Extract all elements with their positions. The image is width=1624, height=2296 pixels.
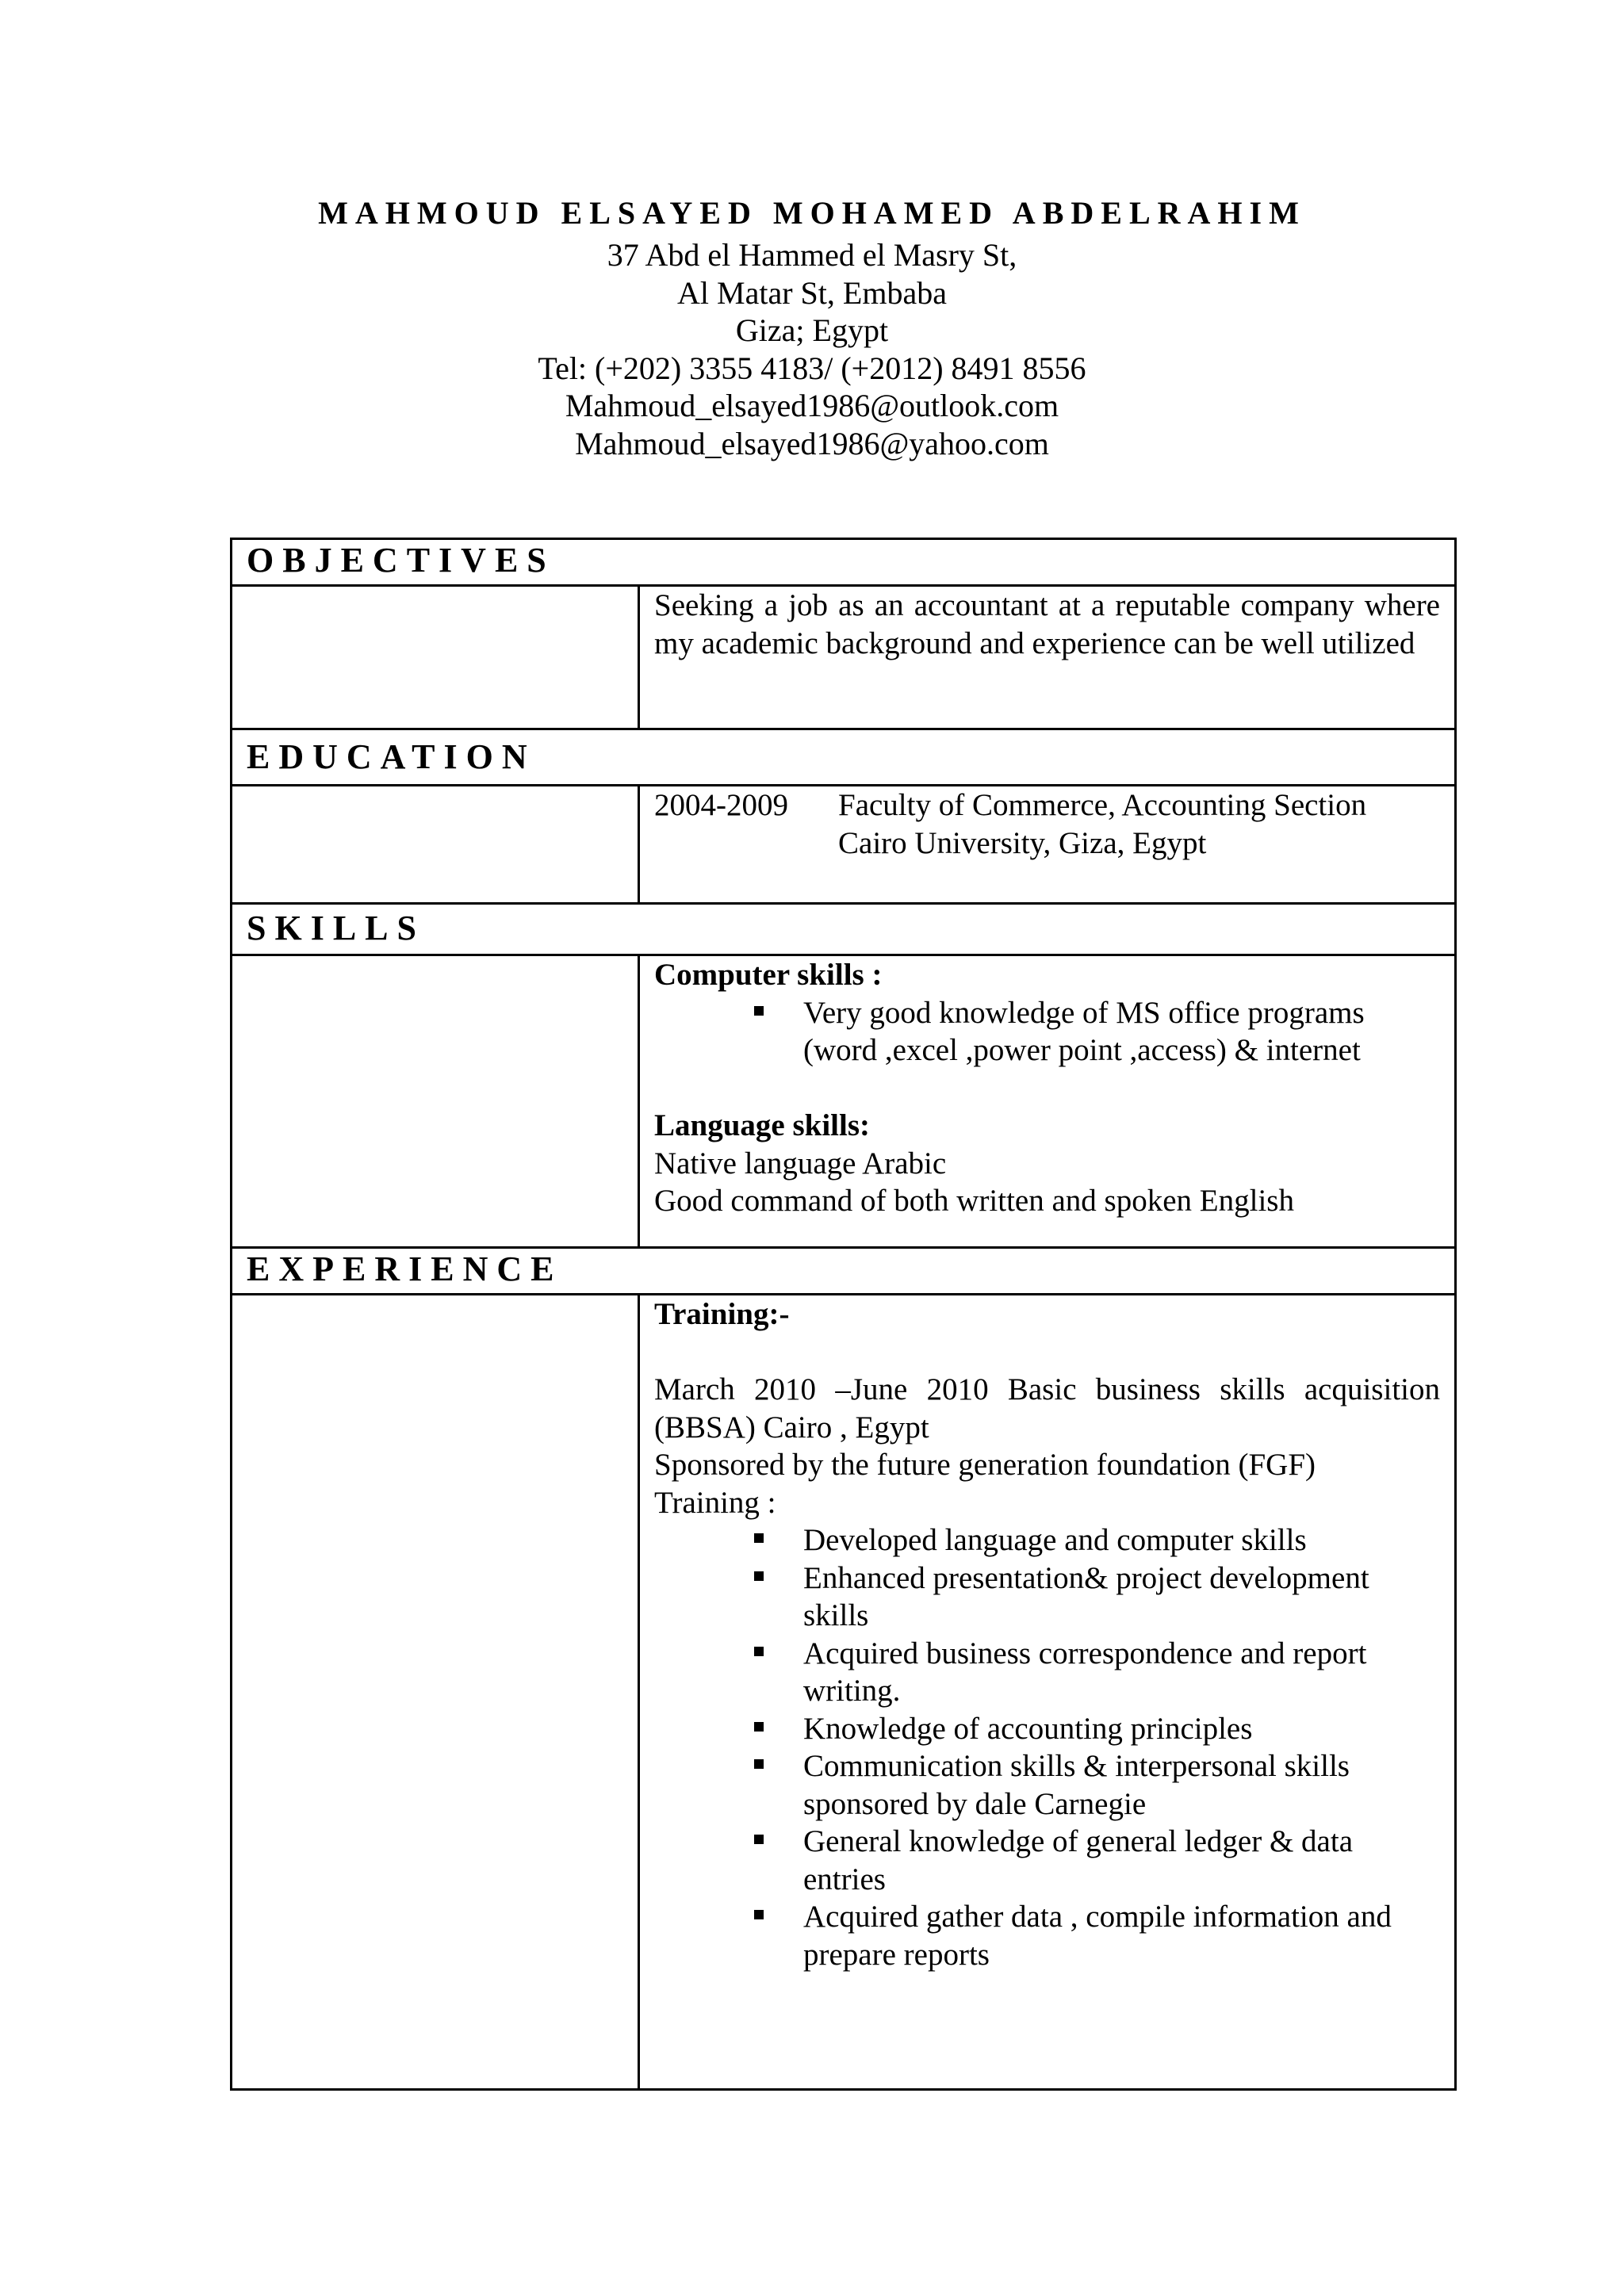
computer-skills-list bbox=[654, 994, 1440, 1070]
objectives-title: OBJECTIVES bbox=[247, 541, 555, 580]
list-item: Developed language and computer skills bbox=[803, 1521, 1440, 1559]
list-item: Acquired gather data , compile information and prepare reports bbox=[803, 1898, 1440, 1973]
bullet-icon bbox=[754, 1533, 764, 1543]
education-faculty: Faculty of Commerce, Accounting Section bbox=[838, 788, 1367, 822]
training-heading: Training:- bbox=[654, 1297, 790, 1331]
telephone: Tel: (+202) 3355 4183/ (+2012) 8491 8556 bbox=[538, 350, 1086, 386]
bullet-icon bbox=[754, 1647, 764, 1656]
email-2: Mahmoud_elsayed1986@yahoo.com bbox=[575, 425, 1049, 461]
bullet-icon bbox=[754, 1006, 764, 1016]
skills-content bbox=[640, 956, 1454, 1220]
education-university: Cairo University, Giza, Egypt bbox=[838, 825, 1207, 860]
skills-title: SKILLS bbox=[247, 909, 425, 947]
address-line-3: Giza; Egypt bbox=[735, 312, 889, 348]
training-period: March 2010 –June 2010 Basic business skills acquisition (BBSA) Cairo , Egypt bbox=[654, 1372, 1440, 1445]
education-title-row bbox=[232, 729, 1456, 786]
objectives-content-row bbox=[232, 586, 1456, 729]
list-item: Very good knowledge of MS office programs (word ,excel ,power point ,access) & internet bbox=[803, 994, 1440, 1070]
email-1: Mahmoud_elsayed1986@outlook.com bbox=[565, 388, 1059, 423]
experience-title-row bbox=[232, 1248, 1456, 1295]
list-item: Communication skills & interpersonal skills sponsored by dale Carnegie bbox=[803, 1747, 1440, 1823]
language-line-1: Native language Arabic bbox=[654, 1146, 947, 1181]
candidate-name: MAHMOUD ELSAYED MOHAMED ABDELRAHIM bbox=[318, 195, 1306, 231]
training-label: Training : bbox=[654, 1485, 776, 1520]
list-item: Enhanced presentation& project development skills bbox=[803, 1559, 1440, 1635]
list-item: Knowledge of accounting principles bbox=[803, 1710, 1440, 1748]
resume-header bbox=[0, 190, 1624, 462]
resume-table bbox=[230, 538, 1457, 2091]
list-item: General knowledge of general ledger & data entries bbox=[803, 1823, 1440, 1898]
training-sponsor: Sponsored by the future generation foundation (FGF) bbox=[654, 1448, 1316, 1482]
education-content-row bbox=[232, 786, 1456, 904]
computer-skills-heading: Computer skills : bbox=[654, 958, 883, 992]
address-line-2: Al Matar St, Embaba bbox=[677, 274, 947, 311]
objectives-text: Seeking a job as an accountant at a reputable company where my academic background and experience can be well utilized bbox=[654, 588, 1440, 660]
training-list bbox=[654, 1521, 1440, 1973]
bullet-icon bbox=[754, 1722, 764, 1732]
language-skills-heading: Language skills: bbox=[654, 1108, 870, 1142]
address-line-1: 37 Abd el Hammed el Masry St, bbox=[607, 237, 1017, 273]
bullet-icon bbox=[754, 1835, 764, 1844]
experience-content bbox=[640, 1295, 1454, 1973]
bullet-icon bbox=[754, 1759, 764, 1769]
bullet-icon bbox=[754, 1910, 764, 1919]
experience-content-row bbox=[232, 1295, 1456, 2090]
objectives-title-row bbox=[232, 539, 1456, 586]
experience-title: EXPERIENCE bbox=[247, 1249, 563, 1288]
bullet-icon bbox=[754, 1571, 764, 1581]
language-line-2: Good command of both written and spoken English bbox=[654, 1184, 1294, 1218]
list-item: Acquired business correspondence and report writing. bbox=[803, 1635, 1440, 1710]
education-entry bbox=[640, 786, 1454, 862]
education-years: 2004-2009 bbox=[654, 788, 788, 822]
skills-content-row bbox=[232, 955, 1456, 1248]
education-title: EDUCATION bbox=[247, 737, 536, 776]
skills-title-row bbox=[232, 904, 1456, 955]
